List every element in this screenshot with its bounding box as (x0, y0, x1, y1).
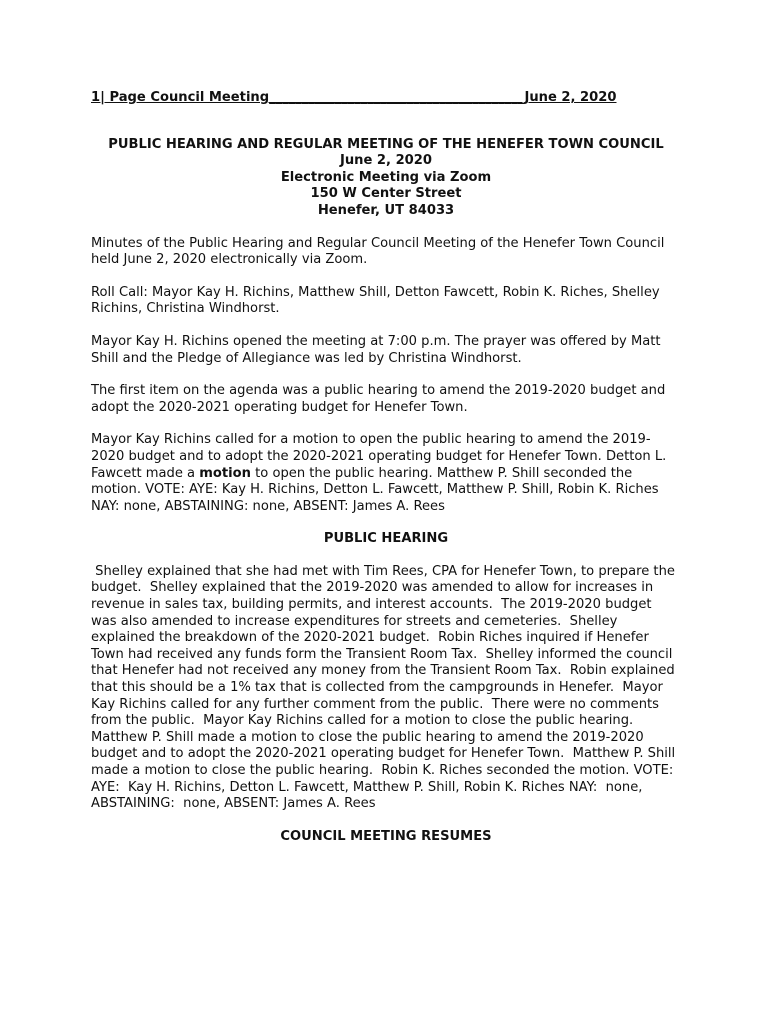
motion-text-before: Mayor Kay Richins called for a motion to open the public hearing to amend the 2019-2020 budget and to adopt the 2020-2021 operating budget for Henefer Town. Detton L. Fawcett made a (91, 432, 667, 481)
first-item-paragraph: The first item on the agenda was a public hearing to amend the 2019-2020 budget and adopt the 2020-2021 operating budget for Henefer Town. (91, 383, 666, 415)
meeting-street: 150 W Center Street (310, 186, 462, 202)
public-hearing-heading: PUBLIC HEARING (323, 531, 449, 547)
meeting-venue: Electronic Meeting via Zoom (280, 169, 492, 185)
motion-text-after: to open the public hearing. Matthew P. Shill seconded the motion. VOTE: AYE: Kay H. Richins, Detton L. Fawcett, Matthew P. Shill, Robin K. Riches NAY: none, ABSTAINING: none, ABSENT: James A. Rees (91, 465, 659, 514)
council-resumes-heading: COUNCIL MEETING RESUMES (280, 828, 492, 844)
meeting-date: June 2, 2020 (339, 153, 433, 169)
roll-call-paragraph: Roll Call: Mayor Kay H. Richins, Matthew Shill, Detton Fawcett, Robin K. Riches, Shelley Richins, Christina Windhorst. (91, 284, 660, 317)
meeting-title-block (91, 137, 681, 220)
motion-emphasis: motion (199, 465, 251, 481)
meeting-title: PUBLIC HEARING AND REGULAR MEETING OF THE HENEFER TOWN COUNCIL (108, 136, 664, 152)
meeting-city: Henefer, UT 84033 (317, 202, 455, 218)
opening-paragraph: Mayor Kay H. Richins opened the meeting at 7:00 p.m. The prayer was offered by Matt Shill and the Pledge of Allegiance was led by Christina Windhorst. (91, 333, 661, 366)
page-header: 1| Page Council Meeting_______________________________________June 2, 2020 (91, 90, 617, 105)
document-page (91, 90, 681, 861)
minutes-paragraph: Minutes of the Public Hearing and Regular Council Meeting of the Henefer Town Council held June 2, 2020 electronically via Zoom. (91, 235, 665, 268)
motion-paragraph (91, 432, 681, 515)
public-hearing-paragraph: Shelley explained that she had met with Tim Rees, CPA for Henefer Town, to prepare the budget. Shelley explained that the 2019-2020 was amended to allow for increases in revenue in sales tax, building permits, and interest accounts. The 2019-2020 budget was also amended to increase expenditures for streets and cemeteries. Shelley explained the breakdown of the 2020-2021 budget. Robin Riches inquired if Henefer Town had received any funds form the Transient Room Tax. Shelley informed the council that Henefer had not received any money from the Transient Room Tax. Robin explained that this should be a 1% tax that is collected from the campgrounds in Henefer. Mayor Kay Richins called for any further comment from the public. There were no comments from the public. Mayor Kay Richins called for a motion to close the public hearing. Matthew P. Shill made a motion to close the public hearing to amend the 2019-2020 budget and to adopt the 2020-2021 operating budget for Henefer Town. Matthew P. Shill made a motion to close the public hearing. Robin K. Riches seconded the motion. VOTE: AYE: Kay H. Richins, Detton L. Fawcett, Matthew P. Shill, Robin K. Riches NAY: none, ABSTAINING: none, ABSENT: James A. Rees (91, 563, 682, 812)
